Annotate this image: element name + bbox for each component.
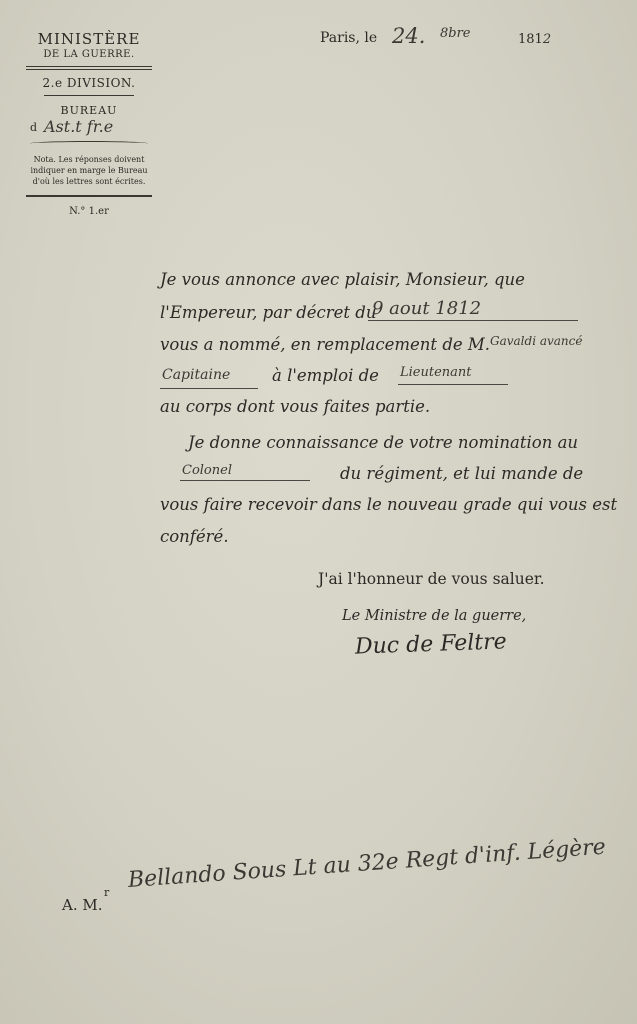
- bureau-label: BUREAU: [60, 104, 118, 117]
- dateline-year: [518, 32, 551, 47]
- replaced-officer-handwritten: Gavaldi avancé: [490, 334, 583, 348]
- ministry-subtitle: DE LA GUERRE.: [43, 49, 135, 60]
- letter-line-9: conféré.: [160, 527, 229, 546]
- nota-text: Nota. Les réponses doivent indiquer en marge le Bureau d'où les lettres sont écrites.: [30, 155, 148, 186]
- ministry-title: MINISTÈRE: [37, 30, 141, 48]
- address-prefix: A. M.: [62, 896, 103, 914]
- bureau-prefix: d: [30, 121, 38, 134]
- letter-line-2: l'Empereur, par décret du: [160, 303, 377, 322]
- address-prefix-sup: r: [104, 886, 110, 899]
- recipient-handwritten: Bellando Sous Lt au 32e Regt d'inf. Légère: [127, 834, 607, 893]
- former-rank-underline: [160, 388, 258, 389]
- double-rule: [26, 66, 152, 70]
- minister-title: Le Ministre de la guerre,: [342, 608, 527, 624]
- former-rank-handwritten: Capitaine: [162, 367, 231, 383]
- new-rank-underline: [398, 384, 508, 385]
- letter-line-1: Je vous annonce avec plaisir, Monsieur, que: [160, 270, 525, 289]
- letter-line-8: vous faire recevoir dans le nouveau grade qui vous est: [160, 495, 618, 514]
- colonel-handwritten: Colonel: [182, 463, 232, 478]
- numero-label: N.° 1.er: [69, 206, 109, 217]
- dateline-year-handwritten: 2: [542, 32, 552, 47]
- dateline-day: 24.: [392, 24, 426, 48]
- letter-line-4: à l'emploi de: [272, 366, 379, 385]
- letter-line-5: au corps dont vous faites partie.: [160, 397, 431, 416]
- dateline-month: 8bre: [440, 26, 471, 41]
- bureau-line: [26, 119, 152, 137]
- dateline-place: Paris, le: [320, 30, 378, 46]
- ministry-header: [26, 30, 152, 217]
- letter-line-6: Je donne connaissance de votre nomination au: [188, 433, 579, 452]
- new-rank-handwritten: Lieutenant: [400, 365, 472, 380]
- thin-rule: [44, 95, 134, 96]
- bold-rule: [26, 195, 152, 197]
- decree-date-handwritten: 9 aout 1812: [372, 298, 482, 319]
- letter-line-7: du régiment, et lui mande de: [340, 464, 584, 483]
- letter-line-3: vous a nommé, en remplacement de M.: [160, 335, 491, 354]
- division-label: 2.e DIVISION.: [42, 76, 136, 90]
- minister-signature: Duc de Feltre: [354, 629, 508, 660]
- swash-rule: [30, 141, 148, 146]
- bureau-handwritten: Ast.t fr.e: [44, 117, 114, 136]
- dateline-year-printed: 181: [518, 32, 543, 47]
- colonel-underline: [180, 480, 310, 481]
- decree-date-underline: [368, 320, 578, 321]
- closing-salutation: J'ai l'honneur de vous saluer.: [318, 570, 545, 588]
